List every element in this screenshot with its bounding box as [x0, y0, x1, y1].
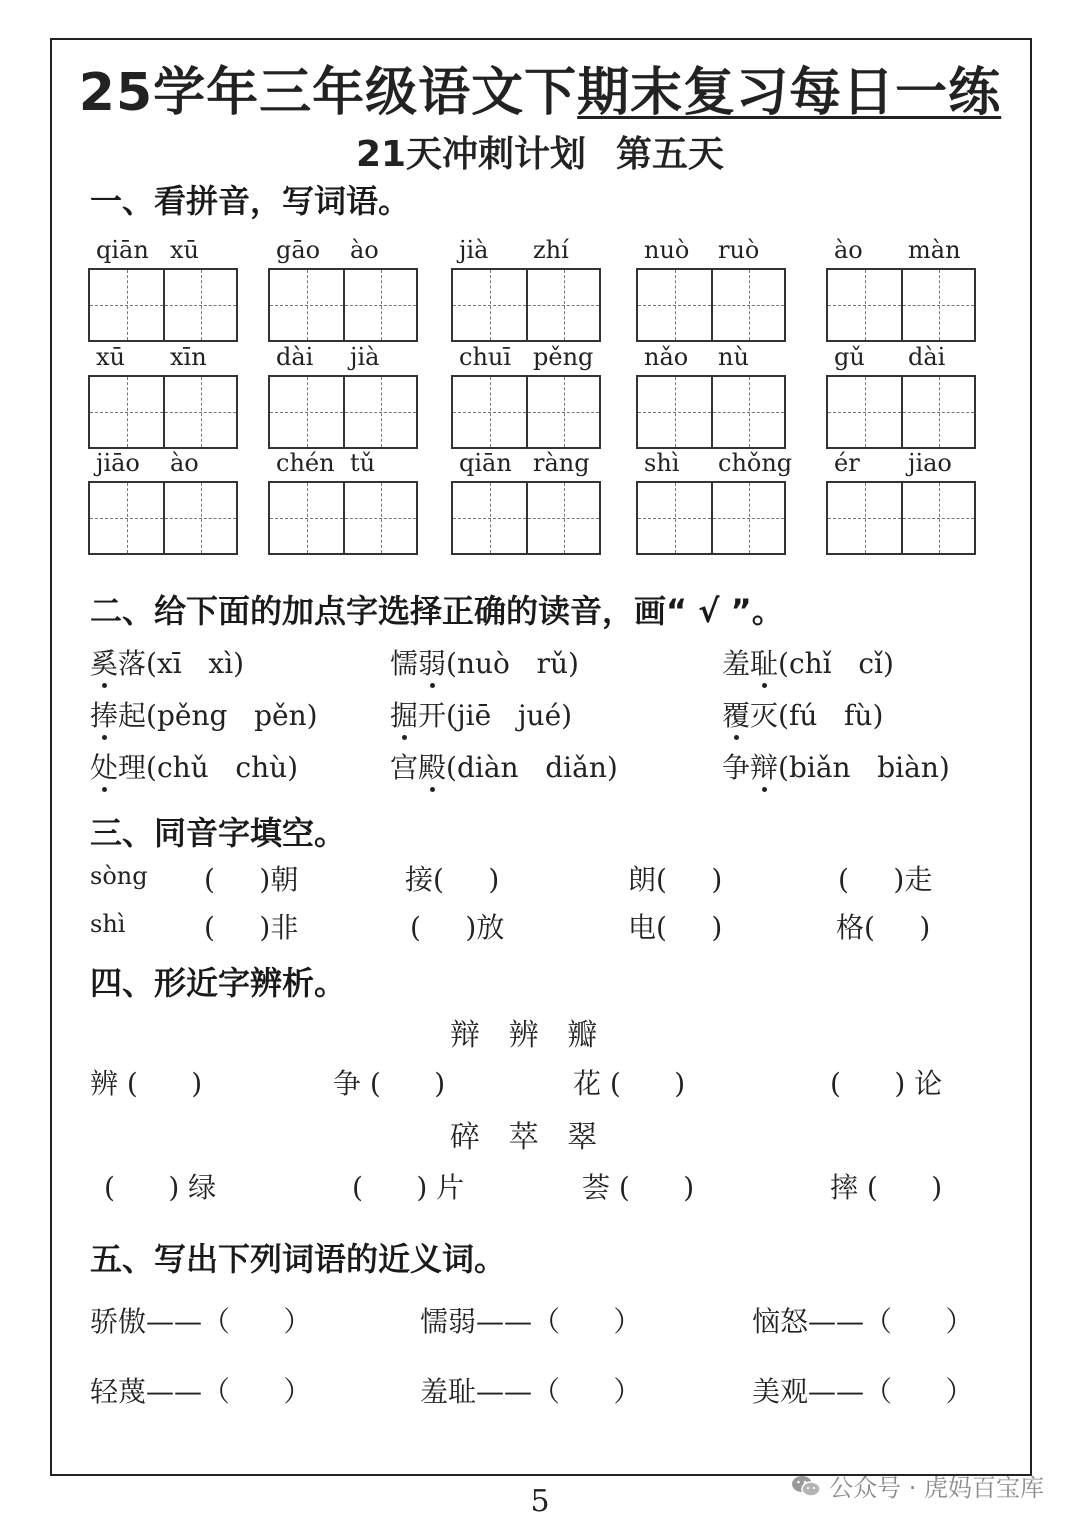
writing-cell[interactable] [343, 483, 416, 553]
s3-r1-item2[interactable]: 接( ) [405, 863, 500, 896]
writing-grid[interactable] [826, 481, 976, 555]
word-char: 灭 [750, 699, 779, 732]
writing-cell[interactable] [453, 270, 526, 340]
writing-cell[interactable] [711, 270, 784, 340]
writing-cell[interactable] [453, 483, 526, 553]
section3-heading: 三、同音字填空。 [90, 814, 347, 852]
page-subtitle [0, 126, 1080, 177]
s3-r1-item3[interactable]: 朗( ) [628, 863, 723, 896]
writing-cell[interactable] [828, 377, 901, 447]
title-part2: 期末复习每日一练 [577, 63, 1002, 123]
writing-cell[interactable] [638, 483, 711, 553]
word-char: 宫 [390, 751, 419, 784]
pinyin-label: ràng [533, 449, 590, 477]
s4-group2-chars: 碎 萃 翠 [450, 1120, 598, 1155]
pinyin-label: ào [834, 236, 863, 264]
writing-grid[interactable] [451, 481, 601, 555]
writing-grid[interactable] [88, 481, 238, 555]
s3-pinyin-1: sòng [90, 862, 148, 890]
writing-cell[interactable] [270, 377, 343, 447]
choice-item [90, 642, 244, 682]
writing-cell[interactable] [90, 377, 163, 447]
subtitle-plan: 21天冲刺计划 [355, 134, 587, 175]
pinyin-label: màn [908, 236, 961, 264]
writing-cell[interactable] [526, 483, 599, 553]
writing-cell[interactable] [343, 270, 416, 340]
choice-item [722, 642, 894, 682]
writing-grid[interactable] [268, 481, 418, 555]
word-char: 落 [118, 647, 147, 680]
pinyin-label: pěng [533, 343, 594, 371]
writing-cell[interactable] [828, 270, 901, 340]
pinyin-label: jià [459, 236, 489, 264]
s3-pinyin-2: shì [90, 910, 126, 938]
pinyin-options[interactable]: (fú fù) [778, 699, 884, 732]
choice-item [390, 746, 618, 786]
writing-grid[interactable] [88, 268, 238, 342]
section2-heading: 二、给下面的加点字选择正确的读音，画“ √ ”。 [90, 592, 784, 630]
writing-grid[interactable] [826, 375, 976, 449]
page-title [0, 50, 1080, 125]
pinyin-label: chǒng [718, 449, 793, 477]
word-char: 懦 [390, 647, 419, 680]
wechat-icon [791, 1474, 821, 1498]
watermark [791, 1468, 1044, 1503]
pinyin-label: xū [96, 343, 125, 371]
section4-heading: 四、形近字辨析。 [90, 964, 347, 1002]
writing-grid[interactable] [451, 375, 601, 449]
s4-g2-item1[interactable]: ( ) 绿 [104, 1171, 217, 1204]
writing-cell[interactable] [343, 377, 416, 447]
writing-grid[interactable] [636, 268, 786, 342]
s4-g2-item4[interactable]: 摔 ( ) [830, 1171, 943, 1204]
writing-grid[interactable] [268, 268, 418, 342]
writing-grid[interactable] [451, 268, 601, 342]
writing-grid[interactable] [826, 268, 976, 342]
s4-g1-item4[interactable]: ( ) 论 [830, 1067, 943, 1100]
section1-heading: 一、看拼音，写词语。 [90, 182, 411, 220]
section5-heading: 五、写出下列词语的近义词。 [90, 1240, 507, 1278]
s5-item4[interactable]: 轻蔑——（ ） [90, 1375, 312, 1408]
s5-item1[interactable]: 骄傲——（ ） [90, 1305, 312, 1338]
pinyin-label: gǔ [834, 343, 865, 371]
dotted-char: 耻 [750, 642, 778, 682]
s5-item2[interactable]: 懦弱——（ ） [420, 1305, 642, 1338]
writing-cell[interactable] [638, 270, 711, 340]
pinyin-label: xū [170, 236, 199, 264]
choice-item [390, 642, 579, 682]
pinyin-options[interactable]: (chǐ cǐ) [778, 647, 894, 680]
s3-r1-item1[interactable]: ( )朝 [204, 863, 299, 896]
choice-item [90, 694, 318, 734]
dotted-char: 辩 [750, 746, 778, 786]
s5-item6[interactable]: 美观——（ ） [752, 1375, 974, 1408]
writing-grid[interactable] [88, 375, 238, 449]
pinyin-label: dài [908, 343, 946, 371]
pinyin-options[interactable]: (jiē jué) [446, 699, 573, 732]
page-number: 5 [530, 1484, 550, 1519]
writing-cell[interactable] [270, 270, 343, 340]
pinyin-label: ào [350, 236, 379, 264]
writing-cell[interactable] [163, 270, 236, 340]
pinyin-label: chuī [459, 343, 512, 371]
pinyin-options[interactable]: (biǎn biàn) [778, 751, 950, 784]
s3-r2-item3[interactable]: 电( ) [628, 911, 723, 944]
pinyin-label: jià [350, 343, 380, 371]
s3-r2-item1[interactable]: ( )非 [204, 911, 299, 944]
writing-cell[interactable] [526, 377, 599, 447]
dotted-char: 弱 [418, 642, 446, 682]
writing-cell[interactable] [163, 377, 236, 447]
writing-cell[interactable] [901, 483, 974, 553]
pinyin-label: qiān [96, 236, 149, 264]
writing-cell[interactable] [90, 270, 163, 340]
pinyin-label: zhí [533, 236, 569, 264]
writing-cell[interactable] [828, 483, 901, 553]
pinyin-label: jiao [908, 449, 952, 477]
word-char: 开 [418, 699, 447, 732]
writing-cell[interactable] [163, 483, 236, 553]
dotted-char: 殿 [418, 746, 446, 786]
pinyin-options[interactable]: (chǔ chù) [146, 751, 299, 784]
writing-grid[interactable] [268, 375, 418, 449]
word-char: 羞 [722, 647, 751, 680]
pinyin-label: nǎo [644, 343, 689, 371]
pinyin-options[interactable]: (pěng pěn) [146, 699, 318, 732]
s4-g2-item3[interactable]: 荟 ( ) [582, 1171, 695, 1204]
writing-cell[interactable] [453, 377, 526, 447]
dotted-char: 捧 [90, 694, 118, 734]
pinyin-options[interactable]: (nuò rǔ) [446, 647, 579, 680]
choice-item [722, 694, 883, 734]
pinyin-label: ér [834, 449, 860, 477]
pinyin-label: dài [276, 343, 314, 371]
writing-cell[interactable] [526, 270, 599, 340]
dotted-char: 掘 [390, 694, 418, 734]
choice-item [90, 746, 298, 786]
choice-item [390, 694, 572, 734]
s4-g1-item2[interactable]: 争 ( ) [333, 1067, 446, 1100]
pinyin-options[interactable]: (xī xì) [146, 647, 245, 680]
writing-cell[interactable] [901, 377, 974, 447]
writing-grid[interactable] [636, 481, 786, 555]
writing-cell[interactable] [711, 377, 784, 447]
s5-item3[interactable]: 恼怒——（ ） [752, 1305, 974, 1338]
writing-cell[interactable] [270, 483, 343, 553]
word-char: 理 [118, 751, 147, 784]
dotted-char: 处 [90, 746, 118, 786]
dotted-char: 奚 [90, 642, 118, 682]
subtitle-day: 第五天 [616, 134, 725, 175]
dotted-char: 覆 [722, 694, 750, 734]
pinyin-label: jiāo [96, 449, 140, 477]
pinyin-label: ruò [718, 236, 760, 264]
pinyin-label: nù [718, 343, 749, 371]
pinyin-label: ào [170, 449, 199, 477]
s3-r2-item2[interactable]: ( )放 [410, 911, 505, 944]
pinyin-label: chén [276, 449, 335, 477]
s3-r2-item4[interactable]: 格( ) [836, 911, 931, 944]
pinyin-label: qiān [459, 449, 512, 477]
s4-g1-item1[interactable]: 辨 ( ) [90, 1067, 203, 1100]
pinyin-label: nuò [644, 236, 690, 264]
writing-cell[interactable] [711, 483, 784, 553]
pinyin-options[interactable]: (diàn diǎn) [446, 751, 618, 784]
writing-grid[interactable] [636, 375, 786, 449]
writing-cell[interactable] [90, 483, 163, 553]
word-char: 起 [118, 699, 147, 732]
s5-item5[interactable]: 羞耻——（ ） [420, 1375, 642, 1408]
word-char: 争 [722, 751, 751, 784]
s4-g2-item2[interactable]: ( ) 片 [352, 1171, 465, 1204]
pinyin-label: xīn [170, 343, 207, 371]
s4-g1-item3[interactable]: 花 ( ) [573, 1067, 686, 1100]
choice-item [722, 746, 950, 786]
pinyin-label: gāo [276, 236, 321, 264]
pinyin-label: shì [644, 449, 680, 477]
s3-r1-item4[interactable]: ( )走 [838, 863, 933, 896]
watermark-text: 公众号 · 虎妈百宝库 [829, 1474, 1044, 1502]
pinyin-label: tǔ [350, 449, 376, 477]
writing-cell[interactable] [901, 270, 974, 340]
title-part1: 25学年三年级语文下 [78, 63, 578, 123]
writing-cell[interactable] [638, 377, 711, 447]
s4-group1-chars: 辩 辨 瓣 [450, 1018, 598, 1053]
